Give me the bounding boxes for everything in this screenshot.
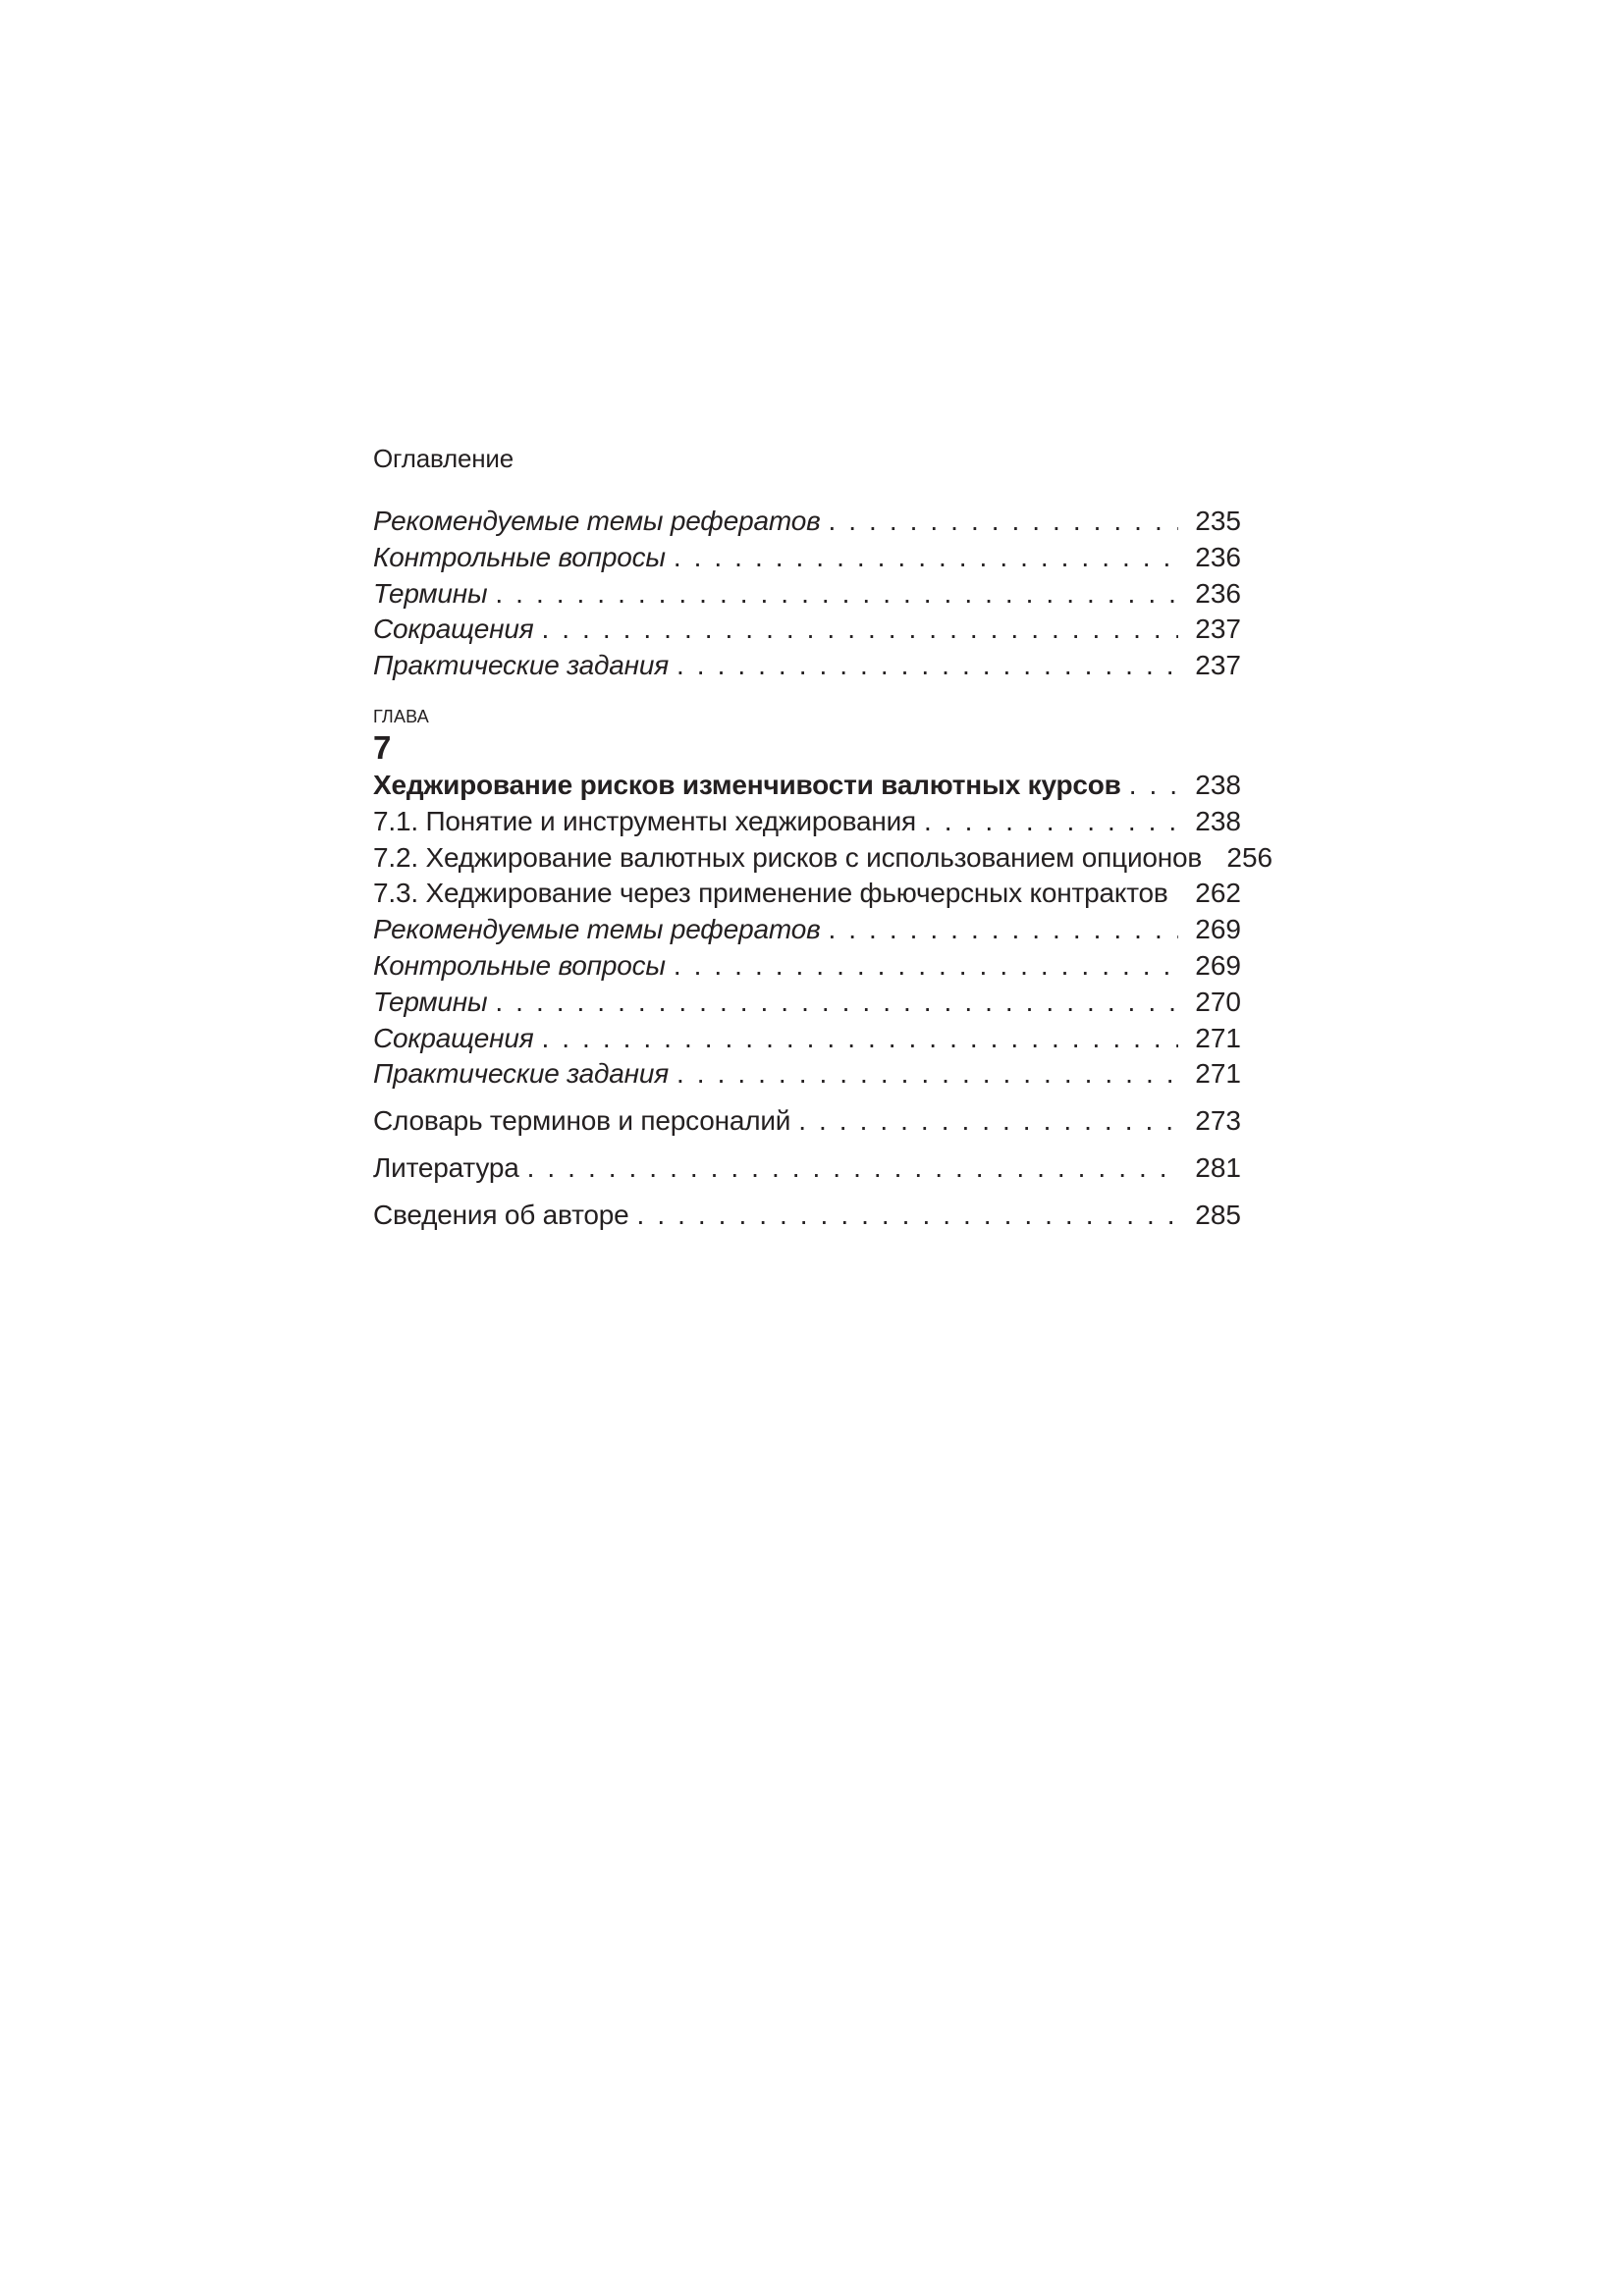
dot-leader [1129, 768, 1178, 804]
dot-leader [674, 540, 1178, 576]
toc-content [373, 444, 1273, 1234]
toc-entry [373, 804, 1241, 840]
toc-entry-page: 271 [1195, 1058, 1241, 1090]
dot-leader [527, 1150, 1178, 1187]
toc-entry [373, 576, 1241, 613]
toc-entry-page: 237 [1195, 614, 1241, 645]
toc-entry [373, 540, 1241, 576]
chapter-number: 7 [373, 728, 392, 766]
toc-entry-label: Сокращения [373, 614, 534, 645]
dot-leader [542, 612, 1179, 648]
toc-entry-label: 7.3. Хеджирование через применение фьючерсных контрактов [373, 878, 1168, 909]
toc-entry-page: 262 [1195, 878, 1241, 909]
toc-entry [373, 648, 1241, 684]
toc-entry-label: Рекомендуемые темы рефератов [373, 506, 821, 536]
toc-entry-label: Контрольные вопросы [373, 949, 666, 981]
dot-leader [798, 1103, 1178, 1140]
dot-leader [495, 985, 1178, 1021]
toc-entry-label: Литература [373, 1151, 519, 1183]
toc-entry [373, 1103, 1241, 1140]
toc-entry-label: Практические задания [373, 1058, 670, 1090]
dot-leader [542, 1021, 1179, 1057]
toc-entry-page: 281 [1195, 1151, 1241, 1183]
chapter-kicker: ГЛАВА [373, 706, 429, 726]
toc-entry-label: Контрольные вопросы [373, 541, 666, 572]
toc-entry-page: 269 [1195, 914, 1241, 945]
toc-entry [373, 1150, 1241, 1187]
dot-leader [676, 1056, 1178, 1093]
running-header: Оглавление [373, 444, 514, 473]
dot-leader [674, 948, 1178, 985]
toc-entry-label: Рекомендуемые темы рефератов [373, 914, 821, 945]
dot-leader [828, 912, 1178, 948]
toc-entry-page: 235 [1195, 506, 1241, 536]
toc-entry-label: Термины [373, 577, 488, 609]
toc-entry [373, 1198, 1241, 1234]
toc-entry-page: 236 [1195, 541, 1241, 572]
toc-entry [373, 985, 1241, 1021]
toc-entry-label: 7.1. Понятие и инструменты хеджирования [373, 805, 917, 836]
toc-entry [373, 504, 1241, 540]
chapter-title-entry [373, 768, 1241, 804]
toc-entry-label: Практические задания [373, 650, 670, 681]
toc-entry-page: 269 [1195, 949, 1241, 981]
toc-entry-label: Термины [373, 986, 488, 1017]
toc-entry-label: Сокращения [373, 1022, 534, 1053]
toc-entry [373, 1021, 1241, 1057]
dot-leader [1176, 876, 1178, 912]
toc-entry-page: 237 [1195, 650, 1241, 681]
toc-entry [373, 612, 1241, 648]
toc-entry [373, 840, 1273, 877]
toc-entry-page: 270 [1195, 986, 1241, 1017]
toc-entry-page: 285 [1195, 1199, 1241, 1230]
toc-entry-page: 271 [1195, 1022, 1241, 1053]
toc-entry-label: Хеджирование рисков изменчивости валютных курсов [373, 769, 1121, 800]
dot-leader [637, 1198, 1178, 1234]
toc-entry-page: 256 [1226, 841, 1273, 873]
toc-entry-label: Словарь терминов и персоналий [373, 1105, 791, 1137]
toc-entry-page: 236 [1195, 577, 1241, 609]
toc-entry-label: Сведения об авторе [373, 1199, 629, 1230]
dot-leader [924, 804, 1178, 840]
toc-entry [373, 876, 1241, 912]
dot-leader [828, 504, 1178, 540]
toc-entry-page: 238 [1195, 805, 1241, 836]
toc-entry-page: 273 [1195, 1105, 1241, 1137]
toc-entry-page: 238 [1195, 769, 1241, 800]
toc-entry [373, 912, 1241, 948]
toc-entry [373, 948, 1241, 985]
dot-leader [495, 576, 1178, 613]
toc-entry-label: 7.2. Хеджирование валютных рисков с использованием опционов [373, 841, 1203, 873]
dot-leader [676, 648, 1178, 684]
toc-entry [373, 1056, 1241, 1093]
